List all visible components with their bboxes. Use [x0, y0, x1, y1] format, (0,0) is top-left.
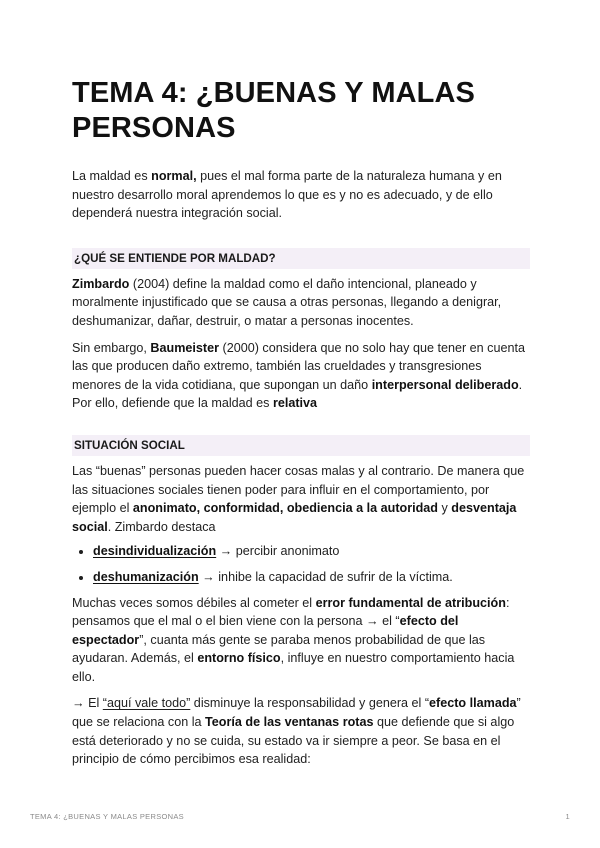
situacion-paragraph	[72, 462, 530, 536]
page-title: TEMA 4: ¿BUENAS Y MALAS PERSONAS	[72, 77, 475, 144]
atribucion-text-1: Muchas veces somos débiles al cometer el	[72, 595, 316, 610]
situacion-text-2: y	[438, 501, 452, 516]
atribucion-text-3: ”, cuanta más gente se paraba menos probabilidad de que las ayudaran. Además, el	[72, 632, 486, 666]
atribucion-bold-1: error fundamental de atribución	[315, 595, 506, 610]
interpersonal-bold: interpersonal deliberado	[371, 377, 519, 392]
page-number: 1	[565, 812, 570, 821]
bullet-text: → inhibe la capacidad de sufrir de la víctima.	[198, 569, 453, 584]
ventanas-text-3: ” que se relaciona con la	[72, 696, 521, 730]
ventanas-text-4: que defiende que si algo está deteriorado y no se cuida, su estado va ir siempre a peor. Se basa en el principio de cómo percibimos esa realidad:	[72, 715, 515, 767]
intro-paragraph	[72, 167, 530, 223]
aqui-vale-todo-underlined: “aquí vale todo”	[102, 696, 191, 711]
baumeister-text-1: Sin embargo,	[72, 340, 151, 355]
page-footer	[30, 812, 570, 821]
intro-bold-normal: normal,	[151, 169, 197, 183]
zimbardo-bold: Zimbardo	[72, 276, 130, 291]
situacion-bold-1: anonimato, conformidad, obediencia a la autoridad	[132, 501, 438, 516]
bullet-term-deshumanizacion: deshumanización	[93, 569, 199, 584]
teoria-ventanas-bold: Teoría de las ventanas rotas	[205, 715, 374, 730]
situacion-text-1: Las “buenas” personas pueden hacer cosas malas y al contrario. De manera que las situaciones sociales tienen poder para influir en el comportamiento, por ejemplo el	[72, 463, 525, 516]
intro-text-2: pues el mal forma parte de la naturaleza humana y en nuestro desarrollo moral aprendemos lo que es y no es adecuado, y de ello dependerá nuestra integración social.	[72, 169, 502, 221]
entorno-bold: entorno físico	[197, 651, 281, 666]
baumeister-paragraph	[72, 339, 530, 413]
efecto-llamada-bold: efecto llamada	[429, 696, 517, 711]
intro-text-1: La maldad es	[72, 169, 152, 183]
section-heading-maldad: ¿QUÉ SE ENTIENDE POR MALDAD?	[72, 248, 530, 269]
zimbardo-text: (2004) define la maldad como el daño intencional, planeado y moralmente injustificado que se causa a otras personas, llegando a denigrar, deshumanizar, dañar, destruir, o matar a personas inocentes.	[72, 276, 502, 328]
footer-label: TEMA 4: ¿BUENAS Y MALAS PERSONAS	[30, 812, 184, 821]
ventanas-paragraph	[72, 694, 530, 768]
ventanas-text-2: disminuye la responsabilidad y genera el “	[190, 696, 430, 711]
document-page	[72, 76, 530, 769]
situacion-bold-2: desventaja social	[72, 501, 517, 534]
atribucion-text-4: , influye en nuestro comportamiento hacia ello.	[72, 651, 515, 684]
baumeister-text-2: (2000) considera que no solo hay que tener en cuenta las que producen daño extremo, también las crueldades y transgresiones menores de la vida cotidiana, que supongan un daño	[72, 340, 525, 392]
list-item	[93, 542, 530, 561]
baumeister-bold: Baumeister	[150, 340, 220, 355]
espectador-bold: efecto del espectador	[72, 614, 459, 647]
atribucion-text-2: : pensamos que el mal o el bien viene con la persona → el “	[72, 595, 510, 629]
relativa-bold: relativa	[272, 396, 318, 411]
section-heading-situacion-social: SITUACIÓN SOCIAL	[72, 435, 530, 456]
baumeister-text-3: . Por ello, defiende que la maldad es	[72, 377, 523, 411]
bullet-list	[72, 542, 530, 586]
situacion-text-3: . Zimbardo destaca	[107, 519, 216, 534]
ventanas-text-1: → El	[72, 696, 103, 711]
bullet-text: → percibir anonimato	[216, 544, 340, 559]
list-item	[93, 568, 530, 587]
zimbardo-paragraph	[72, 275, 530, 331]
atribucion-paragraph	[72, 594, 530, 687]
bullet-term-desindividualizacion: desindividualización	[93, 544, 217, 559]
